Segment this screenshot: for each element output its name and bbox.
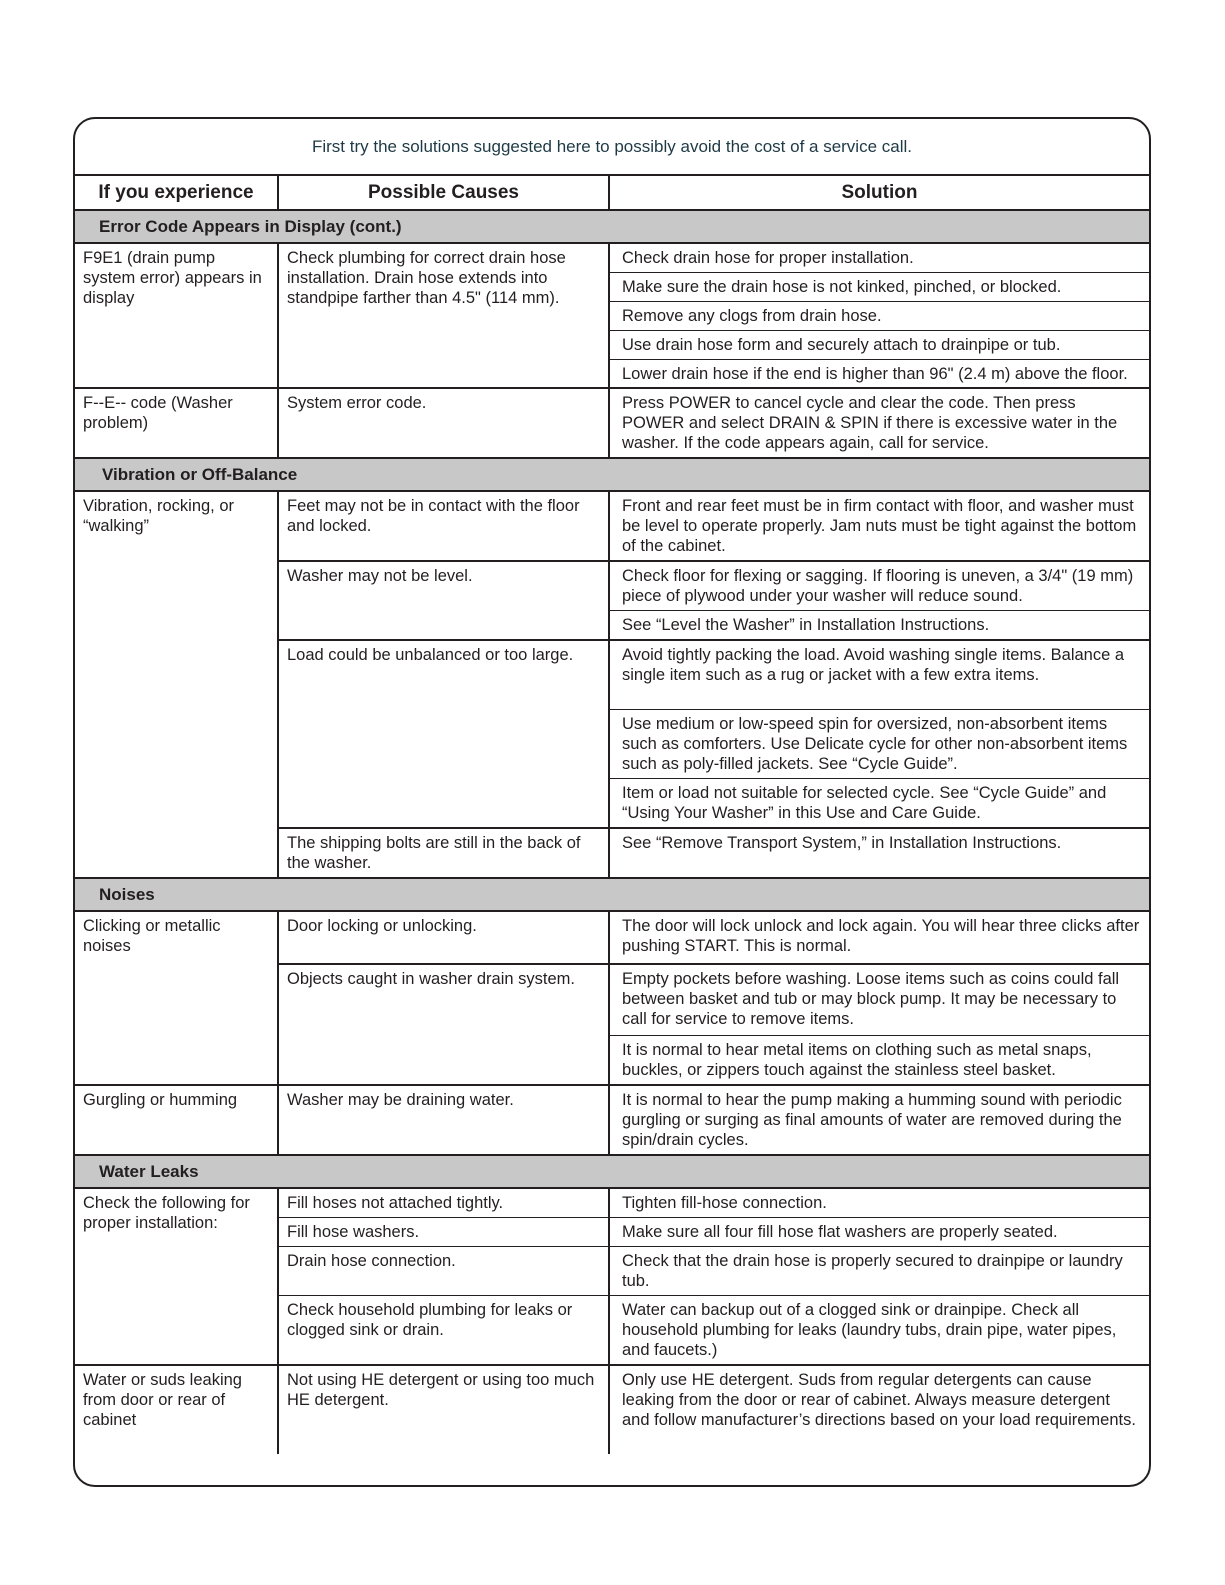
intro-text: First try the solutions suggested here to possibly avoid the cost of a service call. [75,119,1149,176]
solution-cell: Lower drain hose if the end is higher than 96" (2.4 m) above the floor. [609,360,1149,389]
cause-cell: The shipping bolts are still in the back of the washer. [278,828,609,878]
header-row [75,176,1149,210]
solution-cell: Remove any clogs from drain hose. [609,302,1149,331]
solution-cell: Item or load not suitable for selected cycle. See “Cycle Guide” and “Using Your Washer” in this Use and Care Guide. [609,779,1149,829]
section-title-error: Error Code Appears in Display (cont.) [75,210,1149,243]
experience-cell: Clicking or metallic noises [75,911,278,1085]
solution-cell: Water can backup out of a clogged sink or drainpipe. Check all household plumbing for leaks (laundry tubs, drain pipe, water pipes, and faucets.) [609,1296,1149,1366]
experience-cell: Check the following for proper installation: [75,1188,278,1365]
section-title-vibration: Vibration or Off-Balance [75,458,1149,491]
solution-cell: Use drain hose form and securely attach to drainpipe or tub. [609,331,1149,360]
solution-cell: Check floor for flexing or sagging. If flooring is uneven, a 3/4" (19 mm) piece of plywood under your washer will reduce sound. [609,561,1149,611]
header-causes: Possible Causes [278,176,609,210]
experience-cell: F9E1 (drain pump system error) appears in display [75,243,278,388]
header-experience: If you experience [75,176,278,210]
solution-cell: See “Level the Washer” in Installation Instructions. [609,611,1149,641]
table-row [75,491,1149,561]
header-solution: Solution [609,176,1149,210]
solution-cell: Make sure all four fill hose flat washers are properly seated. [609,1218,1149,1247]
cause-cell: Load could be unbalanced or too large. [278,640,609,828]
solution-cell: Avoid tightly packing the load. Avoid washing single items. Balance a single item such as a rug or jacket with a few extra items. [609,640,1149,710]
cause-cell: Washer may be draining water. [278,1085,609,1155]
solution-cell: The door will lock unlock and lock again. You will hear three clicks after pushing START. This is normal. [609,911,1149,964]
cause-cell: Washer may not be level. [278,561,609,640]
section-row [75,458,1149,491]
table-row [75,1188,1149,1218]
troubleshooting-table [75,176,1149,1454]
solution-cell: Use medium or low-speed spin for oversized, non-absorbent items such as comforters. Use Delicate cycle for other non-absorbent items such as poly-filled jackets. See “Cycle Guide”. [609,710,1149,779]
solution-cell: Empty pockets before washing. Loose items such as coins could fall between basket and tub or may block pump. It may be necessary to call for service to remove items. [609,964,1149,1036]
cause-cell: Door locking or unlocking. [278,911,609,964]
section-row [75,1155,1149,1188]
section-row [75,878,1149,911]
solution-cell: Tighten fill-hose connection. [609,1188,1149,1218]
solution-cell: It is normal to hear metal items on clothing such as metal snaps, buckles, or zippers touch against the stainless steel basket. [609,1036,1149,1086]
solution-cell: Press POWER to cancel cycle and clear the code. Then press POWER and select DRAIN & SPIN if there is excessive water in the washer. If the code appears again, call for service. [609,388,1149,458]
table-row [75,1365,1149,1454]
solution-cell: It is normal to hear the pump making a humming sound with periodic gurgling or surging as final amounts of water are removed during the spin/drain cycles. [609,1085,1149,1155]
solution-cell: See “Remove Transport System,” in Installation Instructions. [609,828,1149,878]
cause-cell: Drain hose connection. [278,1247,609,1296]
experience-cell: Gurgling or humming [75,1085,278,1155]
cause-cell: System error code. [278,388,609,458]
experience-cell: F--E-- code (Washer problem) [75,388,278,458]
experience-cell: Vibration, rocking, or “walking” [75,491,278,878]
solution-cell: Only use HE detergent. Suds from regular detergents can cause leaking from the door or rear of cabinet. Always measure detergent and follow manufacturer’s directions based on your load requirements. [622,1371,1136,1429]
cause-cell: Feet may not be in contact with the floor and locked. [278,491,609,561]
table-row [75,388,1149,458]
cause-cell: Check plumbing for correct drain hose installation. Drain hose extends into standpipe farther than 4.5" (114 mm). [278,243,609,388]
table-row [75,911,1149,964]
solution-cell: Check drain hose for proper installation. [609,243,1149,273]
table-row [75,1085,1149,1155]
cause-cell: Fill hose washers. [278,1218,609,1247]
section-title-noises: Noises [75,878,1149,911]
cause-cell: Objects caught in washer drain system. [278,964,609,1085]
cause-cell: Fill hoses not attached tightly. [278,1188,609,1218]
table-row [75,243,1149,273]
experience-cell: Water or suds leaking from door or rear of cabinet [75,1365,278,1454]
solution-cell: Front and rear feet must be in firm contact with floor, and washer must be level to operate properly. Jam nuts must be tight against the bottom of the cabinet. [609,491,1149,561]
solution-cell: Check that the drain hose is properly secured to drainpipe or laundry tub. [609,1247,1149,1296]
cause-cell: Not using HE detergent or using too much HE detergent. [278,1365,609,1454]
section-title-leaks: Water Leaks [75,1155,1149,1188]
solution-cell: Make sure the drain hose is not kinked, pinched, or blocked. [609,273,1149,302]
cause-cell: Check household plumbing for leaks or clogged sink or drain. [278,1296,609,1366]
section-row [75,210,1149,243]
troubleshooting-table-frame [73,117,1151,1487]
